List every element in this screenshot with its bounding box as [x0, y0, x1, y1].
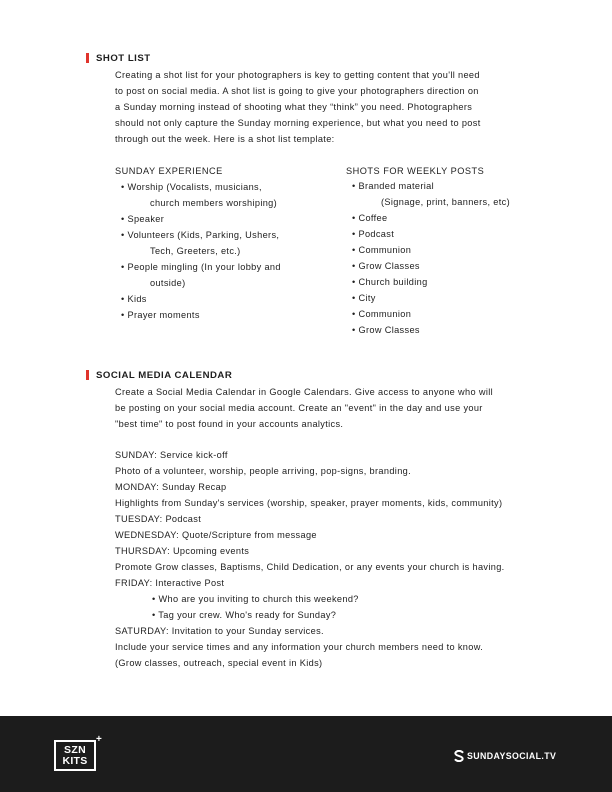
list-item: • City	[352, 293, 376, 303]
list-item: • Podcast	[352, 229, 395, 239]
list-item: • Worship (Vocalists, musicians,	[121, 182, 262, 192]
list-item: • Branded material	[352, 181, 435, 191]
intro-line: through out the week. Here is a shot list template:	[115, 134, 335, 144]
footer	[0, 716, 612, 792]
list-item: • Grow Classes	[352, 261, 420, 271]
logo-plus-icon: +	[96, 734, 103, 745]
logo-line-2: KITS	[62, 755, 88, 767]
intro-line: Create a Social Media Calendar in Google Calendars. Give access to anyone who will	[115, 387, 494, 397]
schedule-day: THURSDAY: Upcoming events	[115, 546, 250, 556]
list-item: • Volunteers (Kids, Parking, Ushers,	[121, 230, 280, 240]
schedule-detail: Photo of a volunteer, worship, people arriving, pop-signs, branding.	[115, 466, 412, 476]
list-item: (Signage, print, banners, etc)	[381, 197, 510, 207]
schedule-day: SUNDAY: Service kick-off	[115, 450, 228, 460]
sunday-experience-title: SUNDAY EXPERIENCE	[115, 166, 223, 176]
intro-line: to post on social media. A shot list is going to give your photographers direction on	[115, 86, 479, 96]
schedule-day: TUESDAY: Podcast	[115, 514, 202, 524]
schedule-detail: Promote Grow classes, Baptisms, Child Dedication, or any events your church is having.	[115, 562, 505, 572]
list-item: • Kids	[121, 294, 147, 304]
schedule-detail: (Grow classes, outreach, special event in Kids)	[115, 658, 323, 668]
list-item: • Communion	[352, 309, 412, 319]
list-item: • Prayer moments	[121, 310, 200, 320]
list-item: • Communion	[352, 245, 412, 255]
list-item: • Grow Classes	[352, 325, 420, 335]
list-item: • Coffee	[352, 213, 388, 223]
calendar-heading: SOCIAL MEDIA CALENDAR	[96, 370, 233, 381]
website-label: SUNDAYSOCIAL.TV	[467, 751, 557, 761]
list-item: • Church building	[352, 277, 428, 287]
intro-line: "best time" to post found in your accounts analytics.	[115, 419, 344, 429]
list-item: Tech, Greeters, etc.)	[150, 246, 241, 256]
szn-kits-logo	[54, 740, 96, 771]
section-marker	[86, 370, 89, 380]
intro-line: a Sunday morning instead of shooting what they “think” you need. Photographers	[115, 102, 473, 112]
schedule-day: SATURDAY: Invitation to your Sunday services.	[115, 626, 324, 636]
schedule-detail: Include your service times and any information your church members need to know.	[115, 642, 484, 652]
list-item: • People mingling (In your lobby and	[121, 262, 281, 272]
logo-line-1: SZN	[64, 744, 86, 756]
list-item: • Speaker	[121, 214, 165, 224]
schedule-day: WEDNESDAY: Quote/Scripture from message	[115, 530, 317, 540]
schedule-detail: Highlights from Sunday's services (worship, speaker, prayer moments, kids, community)	[115, 498, 503, 508]
section-marker	[86, 53, 89, 63]
list-item: church members worshiping)	[150, 198, 278, 208]
schedule-bullet: • Who are you inviting to church this weekend?	[152, 594, 359, 604]
sunday-social-s-icon	[454, 750, 464, 762]
schedule-day: FRIDAY: Interactive Post	[115, 578, 225, 588]
schedule-day: MONDAY: Sunday Recap	[115, 482, 227, 492]
intro-line: be posting on your social media account. Create an "event" in the day and use your	[115, 403, 483, 413]
intro-line: Creating a shot list for your photographers is key to getting content that you'll need	[115, 70, 480, 80]
weekly-posts-title: SHOTS FOR WEEKLY POSTS	[346, 166, 485, 176]
intro-line: should not only capture the Sunday morning experience, but what you need to post	[115, 118, 481, 128]
shot-list-heading: SHOT LIST	[96, 53, 151, 64]
list-item: outside)	[150, 278, 186, 288]
schedule-bullet: • Tag your crew. Who's ready for Sunday?	[152, 610, 337, 620]
